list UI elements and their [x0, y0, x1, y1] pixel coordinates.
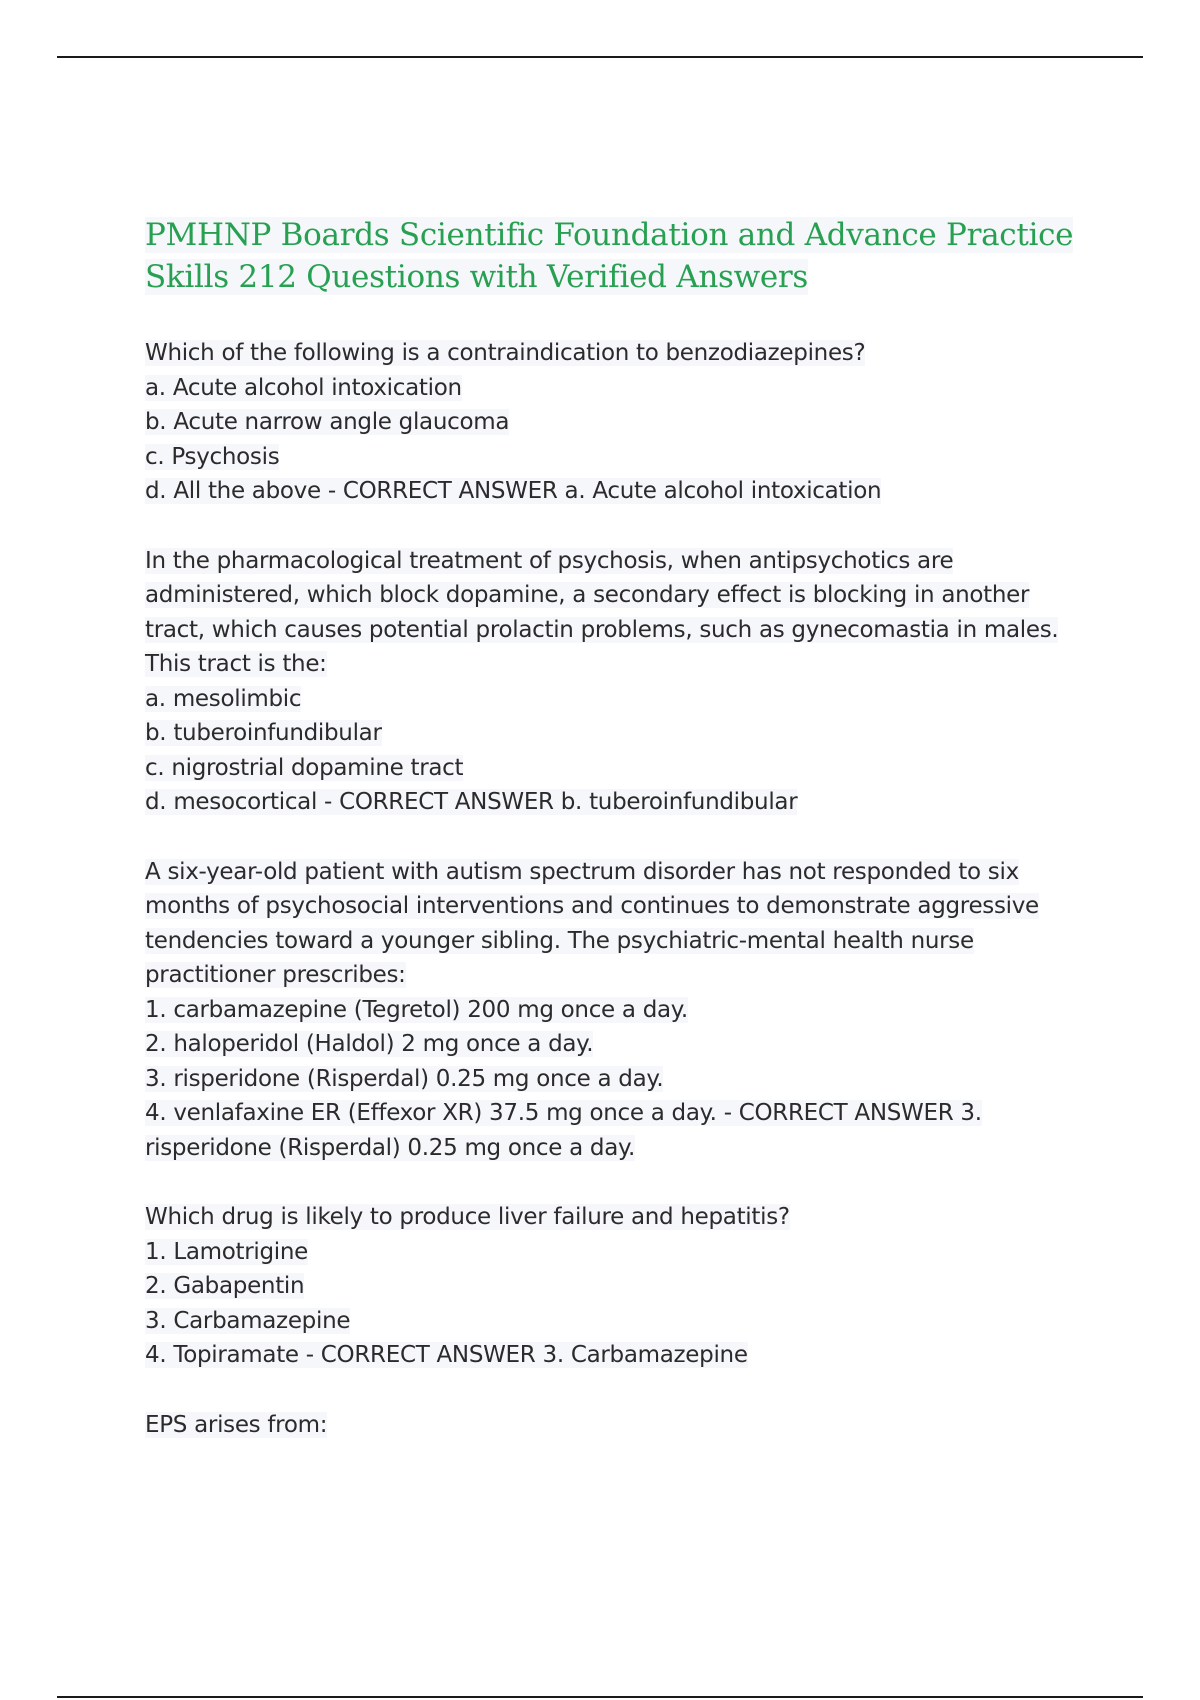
question-block [145, 336, 1075, 509]
title-line: PMHNP Boards Scientific Foundation and Advance Practice [145, 217, 1074, 253]
document-body [145, 214, 1075, 1477]
answer-option-with-correct-answer: d. mesocortical - CORRECT ANSWER b. tuberoinfundibular [145, 789, 798, 815]
answer-option: 3. risperidone (Risperdal) 0.25 mg once a day. [145, 1065, 664, 1092]
answer-option: b. Acute narrow angle glaucoma [145, 409, 510, 435]
question-text: administered, which block dopamine, a secondary effect is blocking in another [145, 582, 1030, 608]
question-text: Which of the following is a contraindication to benzodiazepines? [145, 340, 866, 366]
question-text: tendencies toward a younger sibling. The psychiatric-mental health nurse [145, 927, 974, 954]
question-text: months of psychosocial interventions and continues to demonstrate aggressive [145, 893, 1039, 919]
answer-option: a. mesolimbic [145, 685, 302, 712]
answer-option: a. Acute alcohol intoxication [145, 374, 462, 401]
header-rule [57, 56, 1143, 58]
question-block [145, 1200, 1075, 1373]
answer-option: c. Psychosis [145, 443, 280, 470]
document-title [145, 214, 1075, 298]
answer-option: 2. Gabapentin [145, 1273, 305, 1299]
answer-option: 1. carbamazepine (Tegretol) 200 mg once a day. [145, 996, 688, 1023]
correct-answer-continuation: risperidone (Risperdal) 0.25 mg once a day. [145, 1134, 636, 1161]
question-block [145, 1408, 1075, 1443]
answer-option: 3. Carbamazepine [145, 1307, 351, 1334]
answer-option-with-correct-answer: 4. venlafaxine ER (Effexor XR) 37.5 mg once a day. - CORRECT ANSWER 3. [145, 1100, 982, 1126]
answer-option-with-correct-answer: d. All the above - CORRECT ANSWER a. Acute alcohol intoxication [145, 478, 882, 504]
question-text: In the pharmacological treatment of psychosis, when antipsychotics are [145, 547, 954, 574]
answer-option-with-correct-answer: 4. Topiramate - CORRECT ANSWER 3. Carbamazepine [145, 1342, 748, 1368]
question-text: EPS arises from: [145, 1411, 328, 1438]
question-text: Which drug is likely to produce liver failure and hepatitis? [145, 1204, 790, 1230]
answer-option: c. nigrostrial dopamine tract [145, 754, 464, 781]
answer-option: b. tuberoinfundibular [145, 720, 382, 746]
question-text: tract, which causes potential prolactin problems, such as gynecomastia in males. [145, 616, 1059, 643]
footer-rule [57, 1696, 1143, 1698]
title-line: Skills 212 Questions with Verified Answers [145, 259, 808, 295]
question-text: A six-year-old patient with autism spectrum disorder has not responded to six [145, 858, 1019, 885]
answer-option: 1. Lamotrigine [145, 1238, 309, 1265]
question-text: This tract is the: [145, 651, 327, 677]
question-text: practitioner prescribes: [145, 962, 406, 988]
answer-option: 2. haloperidol (Haldol) 2 mg once a day. [145, 1031, 594, 1057]
question-block [145, 855, 1075, 1166]
question-block [145, 544, 1075, 820]
